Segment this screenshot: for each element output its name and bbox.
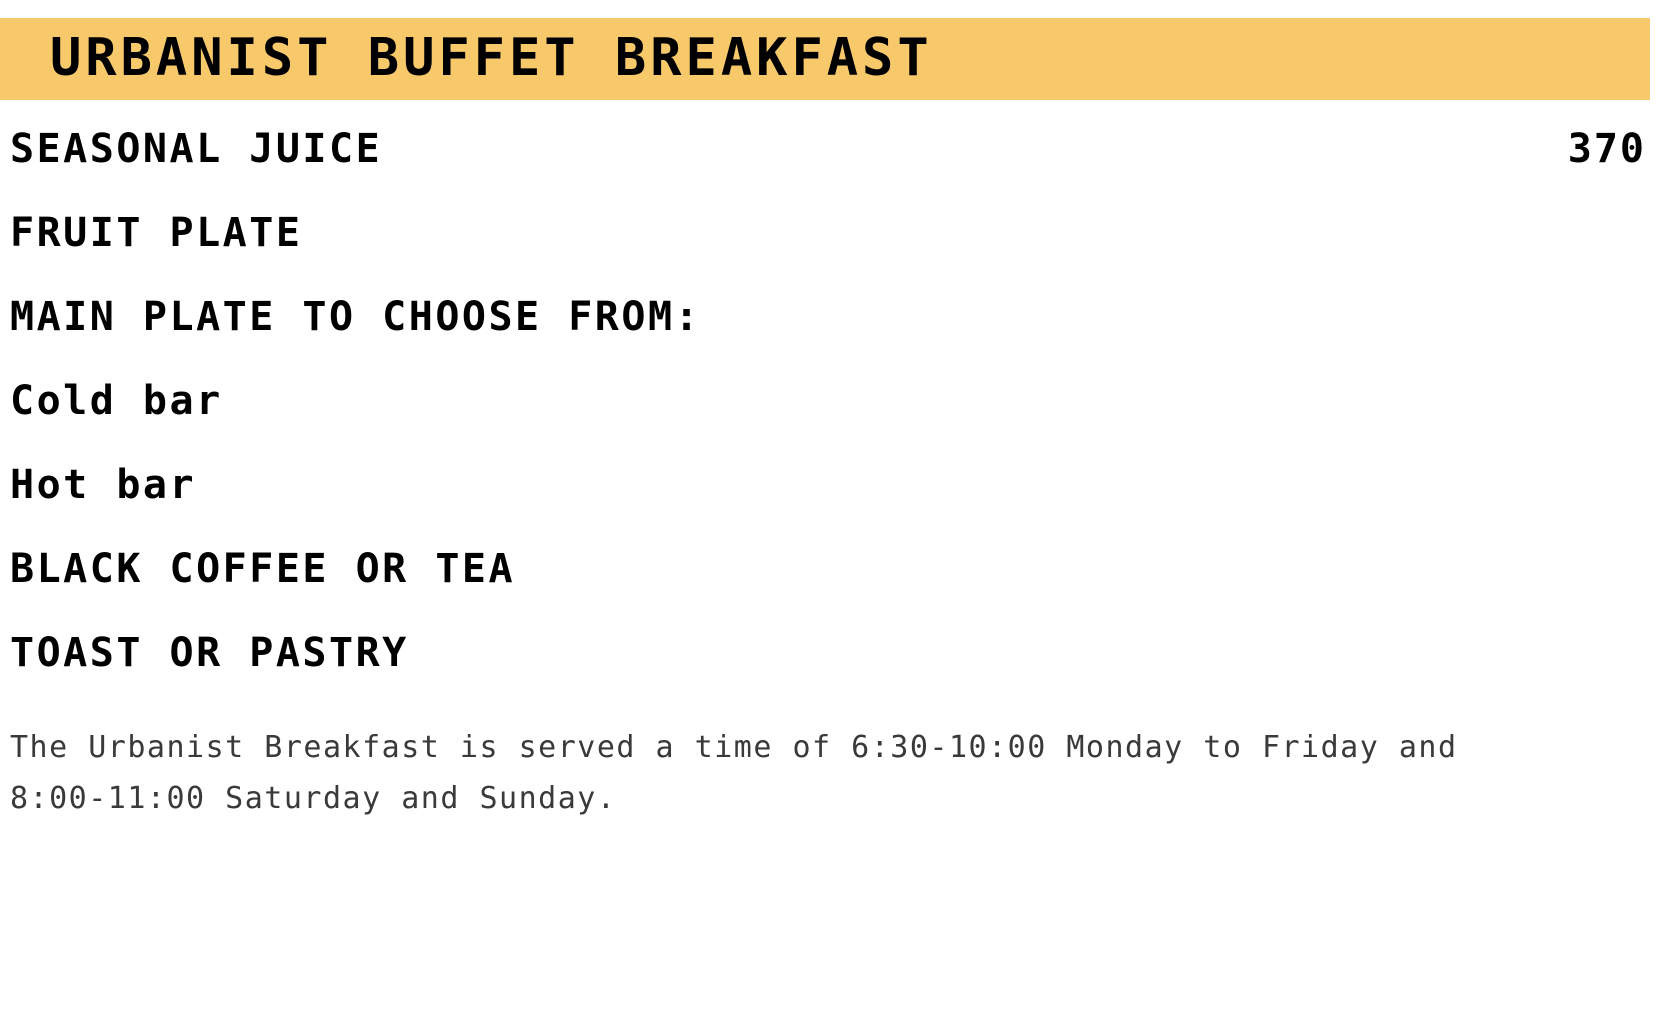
menu-item-name: Hot bar <box>10 462 197 508</box>
list-item <box>10 546 1654 592</box>
menu-item-price: 370 <box>1567 126 1646 172</box>
menu-item-name: TOAST OR PASTRY <box>10 630 409 676</box>
list-item <box>10 294 1654 340</box>
menu-item-list <box>0 126 1672 676</box>
list-item <box>10 210 1654 256</box>
list-item <box>10 462 1654 508</box>
menu-item-name: Cold bar <box>10 378 223 424</box>
page-title: URBANIST BUFFET BREAKFAST <box>50 28 933 88</box>
menu-item-name: BLACK COFFEE OR TEA <box>10 546 516 592</box>
menu-item-name: MAIN PLATE TO CHOOSE FROM: <box>10 294 702 340</box>
menu-page <box>0 18 1672 1010</box>
serving-hours-note: The Urbanist Breakfast is served a time of 6:30-10:00 Monday to Friday and 8:00-11:00 Saturday and Sunday. <box>10 730 1458 816</box>
list-item <box>10 630 1654 676</box>
list-item <box>10 378 1654 424</box>
menu-item-name: FRUIT PLATE <box>10 210 303 256</box>
list-item <box>10 126 1654 172</box>
menu-item-name: SEASONAL JUICE <box>10 126 383 172</box>
menu-header-band <box>0 18 1650 100</box>
